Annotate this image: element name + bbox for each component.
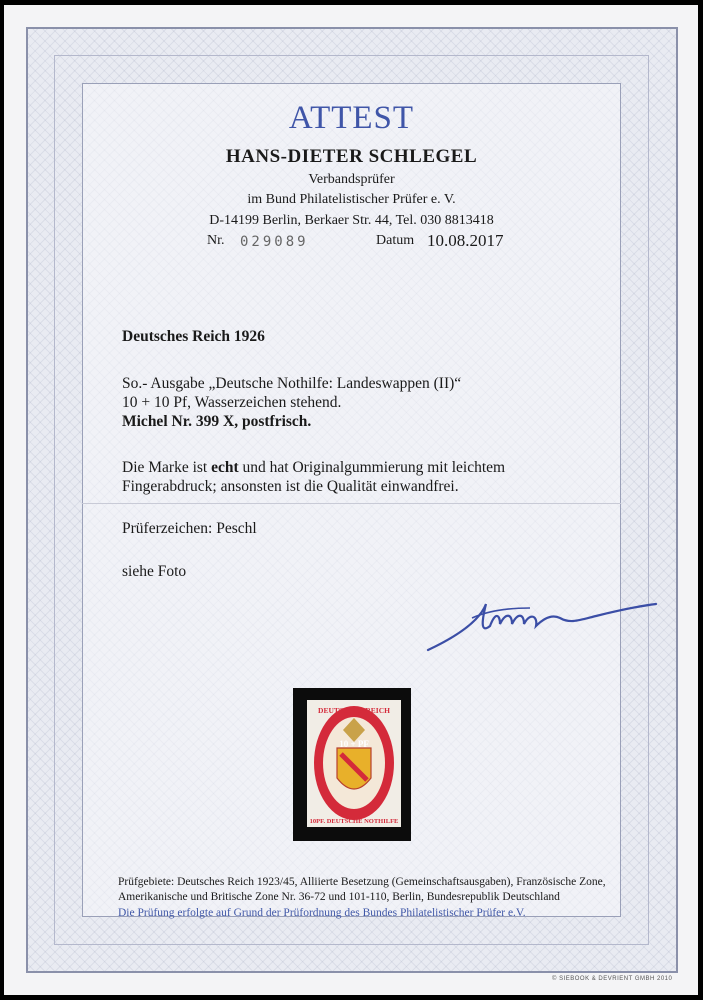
stamp-value-text: 10 + PF: [339, 739, 369, 749]
quality-line-1: [122, 459, 505, 477]
expert-name: HANS-DIETER SCHLEGEL: [225, 146, 478, 167]
footer-line-2: Amerikanische und Britische Zone Nr. 36-72 und 101-110, Berlin, Bundesrepublik Deutschland: [118, 891, 560, 903]
body-heading: Deutsches Reich 1926: [122, 328, 265, 345]
printer-credit: © SIEBOOK & DEVRIENT GMBH 2010: [552, 976, 673, 982]
nr-label: Nr.: [207, 233, 225, 248]
signature-stroke: [428, 604, 656, 650]
certificate-title: ATTEST: [288, 100, 415, 136]
fold-line: [82, 503, 621, 504]
michel-line: Michel Nr. 399 X, postfrisch.: [122, 413, 312, 430]
issue-line: So.- Ausgabe „Deutsche Nothilfe: Landeswappen (II)“: [122, 375, 462, 392]
stamp-image: [307, 700, 401, 827]
stamp-top-text: DEUTSCHES REICH: [318, 706, 390, 715]
foto-note: siehe Foto: [122, 563, 187, 580]
value-line: 10 + 10 Pf, Wasserzeichen stehend.: [122, 394, 342, 411]
quality-post: und hat Originalgummierung mit leichtem: [238, 459, 506, 476]
nr-value: 029089: [240, 234, 309, 250]
signature: [420, 590, 670, 660]
datum-label: Datum: [376, 233, 415, 248]
expert-association: im Bund Philatelistischer Prüfer e. V.: [247, 192, 456, 207]
expert-address: D-14199 Berlin, Berkaer Str. 44, Tel. 030 8813418: [209, 213, 494, 228]
datum-value: 10.08.2017: [427, 231, 504, 250]
quality-pre: Die Marke ist: [122, 459, 212, 476]
pruefzeichen: Prüferzeichen: Peschl: [122, 520, 257, 537]
quality-bold: echt: [211, 459, 239, 476]
quality-line-2: Fingerabdruck; ansonsten ist die Qualität einwandfrei.: [122, 478, 459, 495]
stamp-bottom-text: 10PF. DEUTSCHE NOTHILFE: [309, 818, 399, 825]
stamp-graphic: [307, 700, 401, 827]
footer-line-1: Prüfgebiete: Deutsches Reich 1923/45, Alliierte Besetzung (Gemeinschaftsausgaben), Französische Zone,: [118, 876, 606, 888]
expert-role: Verbandsprüfer: [308, 172, 395, 187]
footer-line-3: Die Prüfung erfolgte auf Grund der Prüfordnung des Bundes Philatelistischer Prüfer e.V.: [118, 907, 526, 919]
